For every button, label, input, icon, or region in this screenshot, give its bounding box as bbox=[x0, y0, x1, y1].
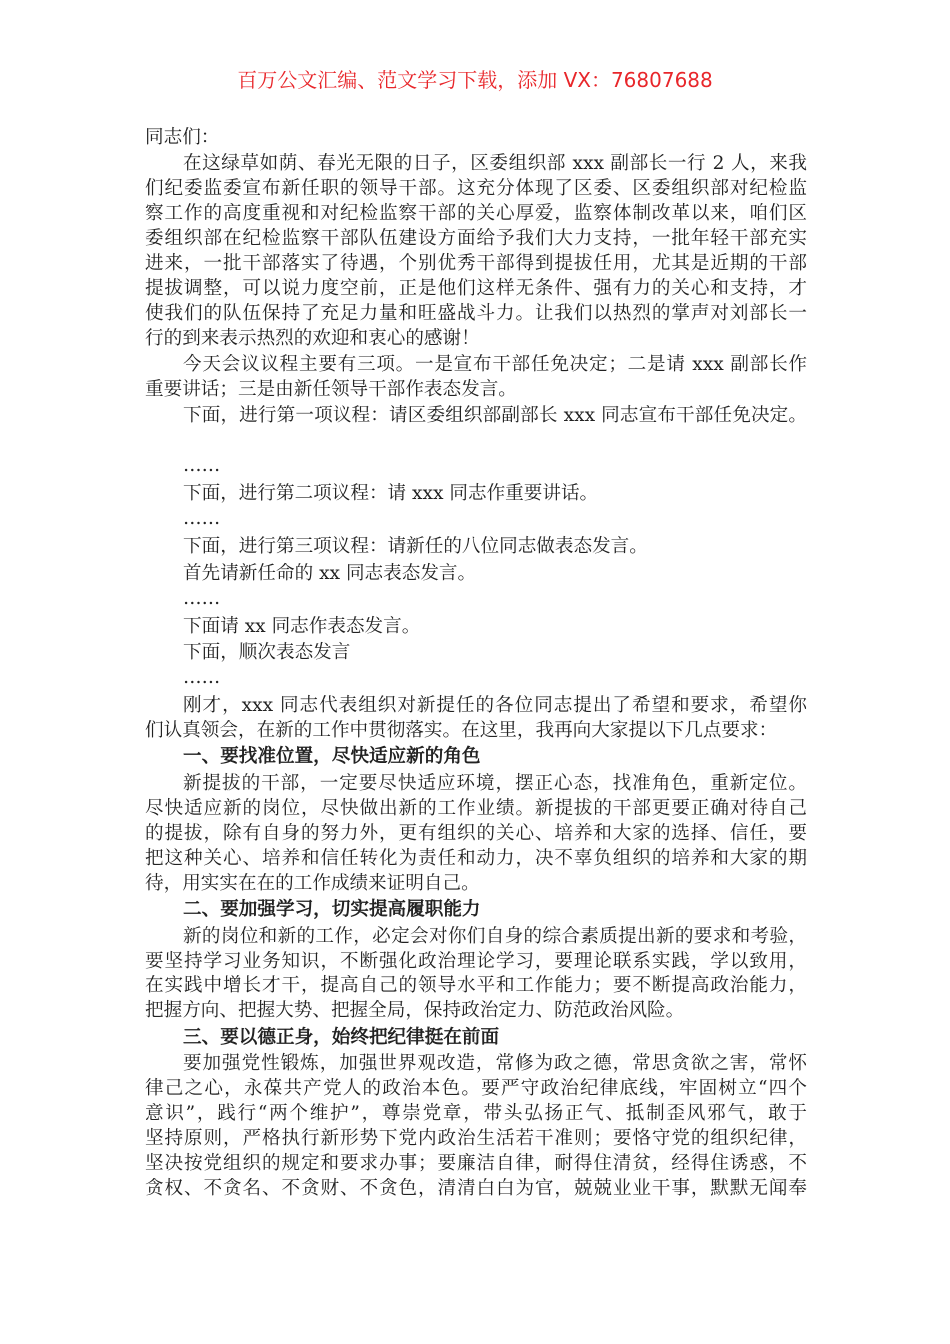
paragraph-line: 要加强党性锻炼，加强世界观改造，常修为政之德，常思贪欲之害，常怀 bbox=[183, 1053, 807, 1074]
paragraph-line: 委组织部在纪检监察干部队伍建设方面给予我们大力支持，一批年轻干部充实 bbox=[145, 228, 807, 249]
paragraph-line: 把这种关心、培养和信任转化为责任和动力，决不辜负组织的培养和大家的期 bbox=[145, 848, 807, 869]
paragraph-line: 进来，一批干部落实了待遇，个别优秀干部得到提拔任用，尤其是近期的干部 bbox=[145, 253, 807, 274]
paragraph-line: 下面请 xx 同志作表态发言。 bbox=[183, 616, 421, 637]
paragraph-line: 贪权、不贪名、不贪财、不贪色，清清白白为官，兢兢业业干事，默默无闻奉 bbox=[145, 1178, 807, 1199]
paragraph-line: 要坚持学习业务知识，不断强化政治理论学习，要理论联系实践，学以致用， bbox=[145, 951, 807, 972]
paragraph-line: 的提拔，除有自身的努力外，更有组织的关心、培养和大家的选择、信任，要 bbox=[145, 823, 807, 844]
salutation: 同志们： bbox=[145, 127, 220, 148]
paragraph-line: 行的到来表示热烈的欢迎和衷心的感谢！ bbox=[145, 328, 480, 349]
section-heading-3: 三、要以德正身，始终把纪律挺在前面 bbox=[183, 1027, 500, 1048]
section-heading-2: 二、要加强学习，切实提高履职能力 bbox=[183, 899, 481, 920]
paragraph-line: 使我们的队伍保持了充足力量和旺盛战斗力。让我们以热烈的掌声对刘部长一 bbox=[145, 303, 807, 324]
paragraph-line: 意识”，践行“两个维护”，尊崇党章，带头弘扬正气、抵制歪风邪气，敢于 bbox=[145, 1103, 807, 1124]
agenda-item-1: 下面，进行第一项议程：请区委组织部副部长 xxx 同志宣布干部任免决定。 bbox=[183, 405, 807, 426]
ellipsis: …… bbox=[183, 667, 221, 688]
paragraph-line: 重要讲话；三是由新任领导干部作表态发言。 bbox=[145, 379, 517, 400]
ellipsis: …… bbox=[183, 455, 221, 476]
paragraph-line: 坚持原则，严格执行新形势下党内政治生活若干准则；要恪守党的组织纪律， bbox=[145, 1128, 807, 1149]
paragraph-line: 们纪委监委宣布新任职的领导干部。这充分体现了区委、区委组织部对纪检监 bbox=[145, 178, 807, 199]
paragraph-line: 今天会议议程主要有三项。一是宣布干部任免决定；二是请 xxx 副部长作 bbox=[183, 354, 807, 375]
paragraph-line: 察工作的高度重视和对纪检监察干部的关心厚爱，监察体制改革以来，咱们区 bbox=[145, 203, 807, 224]
ellipsis: …… bbox=[183, 588, 221, 609]
paragraph-line: 新的岗位和新的工作，必定会对你们自身的综合素质提出新的要求和考验， bbox=[183, 926, 807, 947]
ellipsis: …… bbox=[183, 508, 221, 529]
paragraph-line: 首先请新任命的 xx 同志表态发言。 bbox=[183, 563, 477, 584]
paragraph-line: 在这绿草如荫、春光无限的日子，区委组织部 xxx 副部长一行 2 人，来我 bbox=[183, 153, 807, 174]
paragraph-line: 待，用实实在在的工作成绩来证明自己。 bbox=[145, 873, 480, 894]
agenda-item-2: 下面，进行第二项议程：请 xxx 同志作重要讲话。 bbox=[183, 483, 599, 504]
paragraph-line: 们认真领会，在新的工作中贯彻落实。在这里，我再向大家提以下几点要求： bbox=[145, 720, 778, 741]
paragraph-line: 下面，顺次表态发言 bbox=[183, 642, 351, 663]
paragraph-line: 刚才，xxx 同志代表组织对新提任的各位同志提出了希望和要求，希望你 bbox=[183, 695, 807, 716]
paragraph-line: 律己之心，永葆共产党人的政治本色。要严守政治纪律底线，牢固树立“四个 bbox=[145, 1078, 807, 1099]
paragraph-line: 新提拔的干部，一定要尽快适应环境，摆正心态，找准角色，重新定位。 bbox=[183, 773, 807, 794]
section-heading-1: 一、要找准位置，尽快适应新的角色 bbox=[183, 746, 481, 767]
paragraph-line: 提拔调整，可以说力度空前，正是他们这样无条件、强有力的关心和支持，才 bbox=[145, 278, 807, 299]
agenda-item-3: 下面，进行第三项议程：请新任的八位同志做表态发言。 bbox=[183, 536, 648, 557]
paragraph-line: 在实践中增长才干，提高自己的领导水平和工作能力；要不断提高政治能力， bbox=[145, 975, 807, 996]
paragraph-line: 坚决按党组织的规定和要求办事；要廉洁自律，耐得住清贫，经得住诱惑，不 bbox=[145, 1153, 807, 1174]
paragraph-line: 把握方向、把握大势、把握全局，保持政治定力、防范政治风险。 bbox=[145, 1000, 685, 1021]
paragraph-line: 尽快适应新的岗位，尽快做出新的工作业绩。新提拔的干部更要正确对待自己 bbox=[145, 798, 807, 819]
watermark-banner: 百万公文汇编、范文学习下载，添加 VX：76807688 bbox=[237, 68, 713, 92]
